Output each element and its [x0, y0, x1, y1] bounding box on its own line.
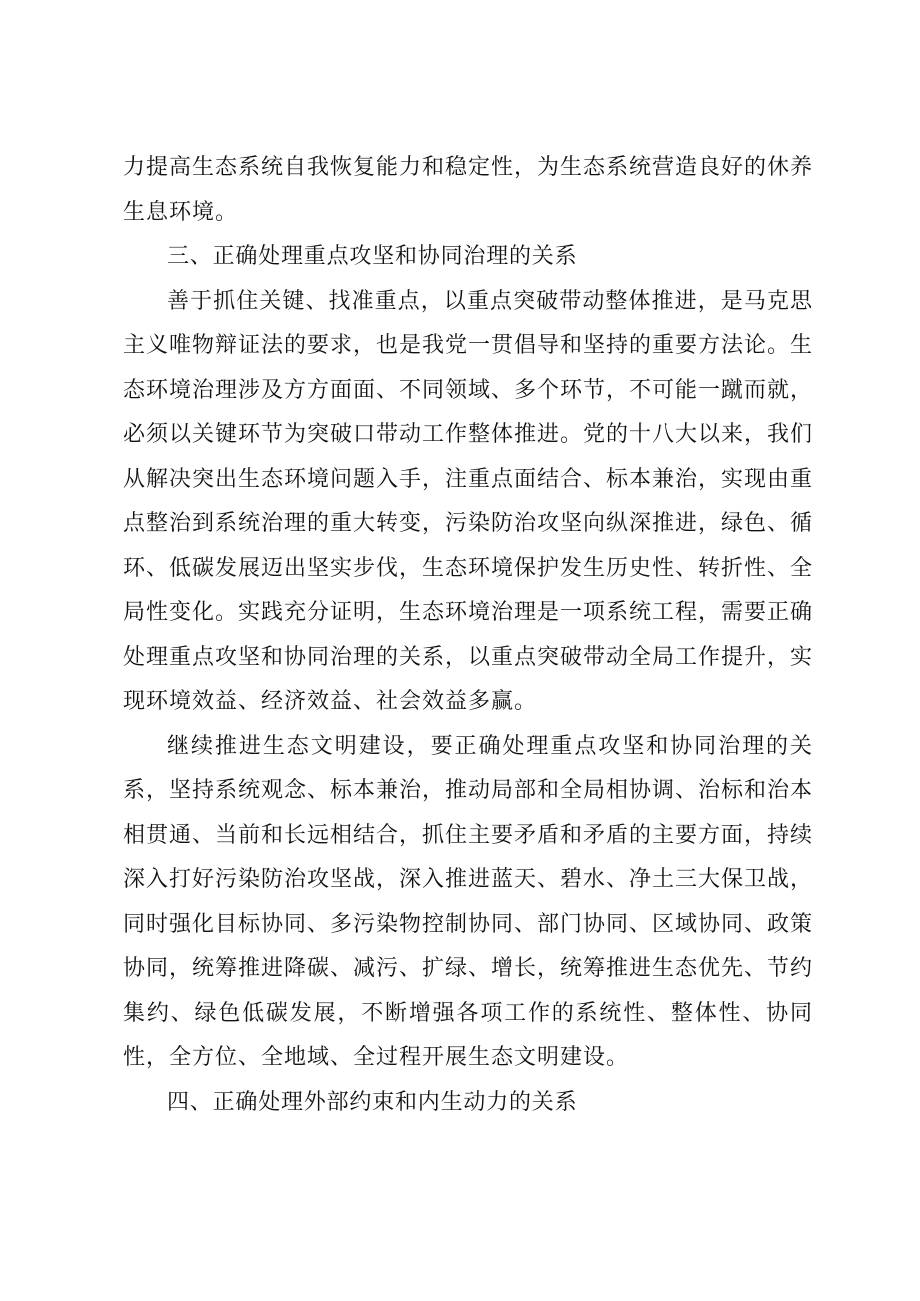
paragraph-key-breakthroughs: 善于抓住关键、找准重点，以重点突破带动整体推进，是马克思主义唯物辩证法的要求，也是我党一贯倡导和坚持的重要方法论。生态环境治理涉及方方面面、不同领域、多个环节，不可能一蹴而就，必须以关键环节为突破口带动工作整体推进。党的十八大以来，我们从解决突出生态环境问题入手，注重点面结合、标本兼治，实现由重点整治到系统治理的重大转变，污染防治攻坚向纵深推进，绿色、循环、低碳发展迈出坚实步伐，生态环境保护发生历史性、转折性、全局性变化。实践充分证明，生态环境治理是一项系统工程，需要正确处理重点攻坚和协同治理的关系，以重点突破带动全局工作提升，实现环境效益、经济效益、社会效益多赢。	[123, 288, 814, 714]
paragraph-continuation: 力提高生态系统自我恢复能力和稳定性，为生态系统营造良好的休养生息环境。	[123, 155, 814, 225]
section-heading-four: 四、正确处理外部约束和内生动力的关系	[167, 1089, 578, 1115]
document-body	[123, 146, 813, 1125]
paragraph-coordinated-governance: 继续推进生态文明建设，要正确处理重点攻坚和协同治理的关系，坚持系统观念、标本兼治，推动局部和全局相协调、治标和治本相贯通、当前和长远相结合，抓住主要矛盾和矛盾的主要方面，持续深入打好污染防治攻坚战，深入推进蓝天、碧水、净土三大保卫战，同时强化目标协同、多污染物控制协同、部门协同、区域协同、政策协同，统筹推进降碳、减污、扩绿、增长，统筹推进生态优先、节约集约、绿色低碳发展，不断增强各项工作的系统性、整体性、协同性，全方位、全地域、全过程开展生态文明建设。	[123, 733, 814, 1070]
section-heading-three: 三、正确处理重点攻坚和协同治理的关系	[167, 244, 578, 269]
